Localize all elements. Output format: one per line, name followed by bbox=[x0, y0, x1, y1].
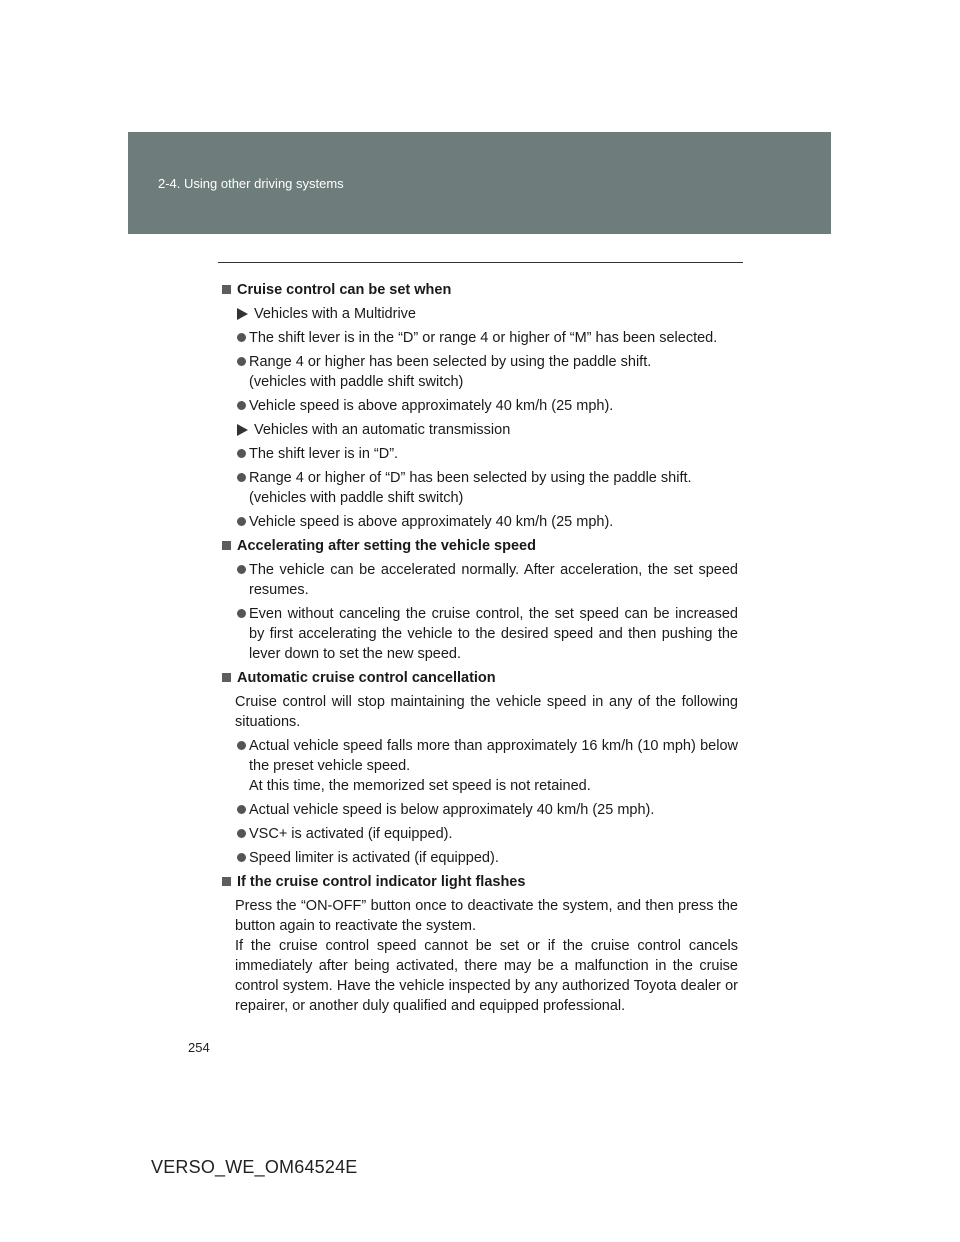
bullet-item bbox=[222, 736, 738, 796]
text-line: The vehicle can be accelerated normally. After acceleration, the set speed resumes. bbox=[249, 562, 738, 598]
text-line: Actual vehicle speed falls more than approximately 16 km/h (10 mph) below the preset vehicle speed. bbox=[249, 738, 738, 774]
square-bullet-icon bbox=[222, 877, 231, 886]
text-line: Even without canceling the cruise control, the set speed can be increased by first accelerating the vehicle to the desired speed and then pushing the lever down to set the new speed. bbox=[249, 606, 738, 662]
text-line: If the cruise control speed cannot be set or if the cruise control cancels immediately after being activated, there may be a malfunction in the cruise control system. Have the vehicle inspected by any authorized Toyota dealer or repairer, or another duly qualified and equipped professional. bbox=[235, 938, 738, 1014]
bullet-item bbox=[222, 604, 738, 664]
text-line: (vehicles with paddle shift switch) bbox=[249, 374, 464, 390]
sub-heading-text: Vehicles with a Multidrive bbox=[254, 306, 416, 322]
round-bullet-icon bbox=[237, 333, 246, 342]
text-line: Vehicle speed is above approximately 40 km/h (25 mph). bbox=[249, 514, 614, 530]
round-bullet-icon bbox=[237, 565, 246, 574]
section-heading bbox=[222, 872, 738, 892]
text-line: (vehicles with paddle shift switch) bbox=[249, 490, 464, 506]
sub-heading bbox=[222, 420, 738, 440]
square-bullet-icon bbox=[222, 285, 231, 294]
round-bullet-icon bbox=[237, 401, 246, 410]
bullet-item bbox=[222, 444, 738, 464]
round-bullet-icon bbox=[237, 473, 246, 482]
section-heading-text: Automatic cruise control cancellation bbox=[237, 670, 496, 686]
triangle-marker-icon bbox=[237, 424, 248, 436]
text-line: The shift lever is in the “D” or range 4 or higher of “M” has been selected. bbox=[249, 330, 718, 346]
round-bullet-icon bbox=[237, 853, 246, 862]
page-content bbox=[222, 280, 738, 1020]
bullet-item bbox=[222, 328, 738, 348]
document-code: VERSO_WE_OM64524E bbox=[151, 1157, 358, 1177]
section-heading-text: Accelerating after setting the vehicle speed bbox=[237, 538, 536, 554]
square-bullet-icon bbox=[222, 673, 231, 682]
section-heading-text: Cruise control can be set when bbox=[237, 282, 452, 298]
text-line: Range 4 or higher of “D” has been selected by using the paddle shift. bbox=[249, 470, 692, 486]
bullet-item bbox=[222, 848, 738, 868]
bullet-item bbox=[222, 800, 738, 820]
text-line: At this time, the memorized set speed is not retained. bbox=[249, 778, 591, 794]
round-bullet-icon bbox=[237, 609, 246, 618]
text-line: Actual vehicle speed is below approximately 40 km/h (25 mph). bbox=[249, 802, 655, 818]
header-band bbox=[128, 132, 831, 234]
text-line: Speed limiter is activated (if equipped). bbox=[249, 850, 499, 866]
page-number: 254 bbox=[188, 1040, 210, 1055]
round-bullet-icon bbox=[237, 741, 246, 750]
sub-heading-text: Vehicles with an automatic transmission bbox=[254, 422, 511, 438]
text-line: VSC+ is activated (if equipped). bbox=[249, 826, 453, 842]
bullet-item bbox=[222, 396, 738, 416]
round-bullet-icon bbox=[237, 449, 246, 458]
square-bullet-icon bbox=[222, 541, 231, 550]
section-heading bbox=[222, 280, 738, 300]
header-divider bbox=[218, 262, 743, 263]
text-line: Cruise control will stop maintaining the vehicle speed in any of the following situations. bbox=[235, 694, 738, 730]
text-line: The shift lever is in “D”. bbox=[249, 446, 399, 462]
section-heading-text: If the cruise control indicator light flashes bbox=[237, 874, 526, 890]
section-heading bbox=[222, 536, 738, 556]
bullet-item bbox=[222, 512, 738, 532]
round-bullet-icon bbox=[237, 357, 246, 366]
sub-heading bbox=[222, 304, 738, 324]
text-line: Range 4 or higher has been selected by using the paddle shift. bbox=[249, 354, 652, 370]
section-heading bbox=[222, 668, 738, 688]
round-bullet-icon bbox=[237, 829, 246, 838]
round-bullet-icon bbox=[237, 517, 246, 526]
bullet-item bbox=[222, 824, 738, 844]
section-title: 2-4. Using other driving systems bbox=[158, 176, 344, 191]
paragraph bbox=[222, 896, 738, 1016]
text-line: Vehicle speed is above approximately 40 km/h (25 mph). bbox=[249, 398, 614, 414]
bullet-item bbox=[222, 352, 738, 392]
bullet-item bbox=[222, 560, 738, 600]
text-line: Press the “ON-OFF” button once to deactivate the system, and then press the button again to reactivate the system. bbox=[235, 898, 738, 934]
bullet-item bbox=[222, 468, 738, 508]
triangle-marker-icon bbox=[237, 308, 248, 320]
paragraph bbox=[222, 692, 738, 732]
round-bullet-icon bbox=[237, 805, 246, 814]
